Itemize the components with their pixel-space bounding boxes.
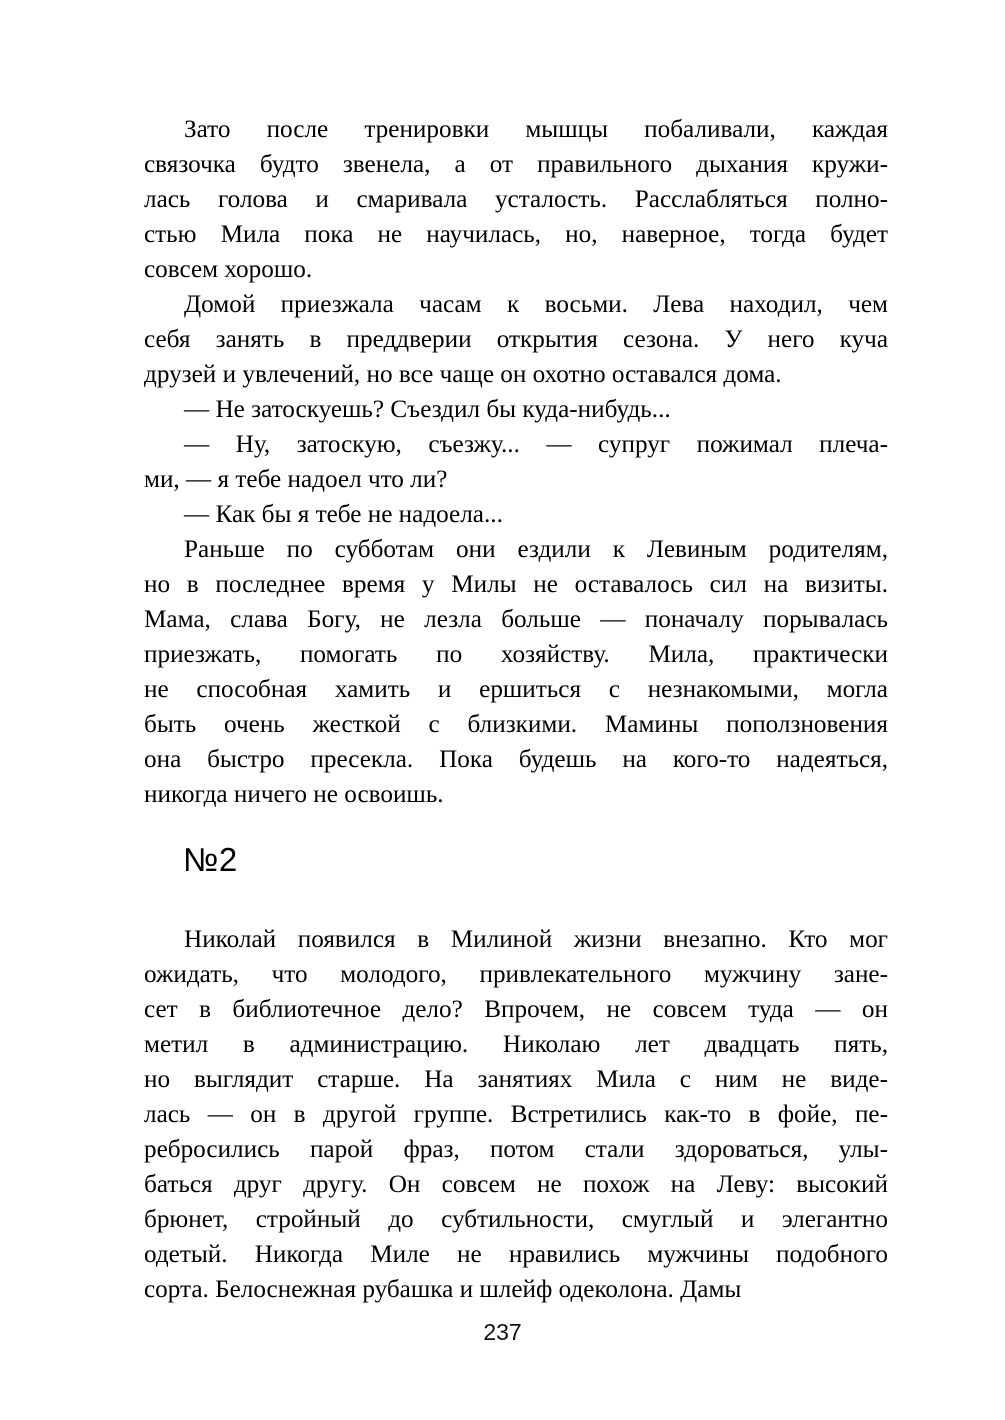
paragraph [144,532,888,812]
text-line: связочка будто звенела, а от правильного дыхания кружи- [144,151,888,178]
text-line: Раньше по субботам они ездили к Левиным родителям, [184,536,888,563]
text-line: ребросились парой фраз, потом стали здороваться, улы- [144,1136,888,1163]
text-line: но выглядит старше. На занятиях Мила с ним не виде- [144,1066,888,1093]
text-line: одетый. Никогда Миле не нравились мужчины подобного [144,1241,888,1268]
text-line: никогда ничего не освоишь. [144,781,444,808]
text-line: Николай появился в Милиной жизни внезапно. Кто мог [184,926,888,953]
text-line: друзей и увлечений, но все чаще он охотно оставался дома. [144,361,782,388]
body-text-upper [144,112,888,812]
paragraph [144,497,888,532]
text-line: ожидать, что молодого, привлекательного мужчину зане- [144,961,888,988]
paragraph [144,922,888,1307]
text-line: сет в библиотечное дело? Впрочем, не совсем туда — он [144,996,888,1023]
text-line: лась — он в другой группе. Встретились как-то в фойе, пе- [144,1101,888,1128]
text-line: Мама, слава Богу, не лезла больше — поначалу порывалась [144,606,888,633]
text-line: стью Мила пока не научилась, но, наверное, тогда будет [144,221,888,248]
text-line: но в последнее время у Милы не оставалось сил на визиты. [144,571,888,598]
text-line: брюнет, стройный до субтильности, смуглый и элегантно [144,1206,888,1233]
text-line: Домой приезжала часам к восьми. Лева находил, чем [184,291,888,318]
paragraph [144,392,888,427]
section-heading: №2 [183,841,238,878]
paragraph [144,427,888,497]
paragraph [144,112,888,287]
text-line: Зато после тренировки мышцы побаливали, каждая [184,116,888,143]
text-line: — Ну, затоскую, съезжу... — супруг пожимал плеча- [184,431,888,458]
text-line: быть очень жесткой с близкими. Мамины поползновения [144,711,888,738]
page-number: 237 [483,1319,522,1345]
text-line: — Не затоскуешь? Съездил бы куда-нибудь... [184,396,671,423]
text-line: баться друг другу. Он совсем не похож на Леву: высокий [144,1171,888,1198]
paragraph [144,287,888,392]
text-line: сорта. Белоснежная рубашка и шлейф одеколона. Дамы [144,1276,742,1303]
text-line: себя занять в преддверии открытия сезона. У него куча [144,326,888,353]
text-line: приезжать, помогать по хозяйству. Мила, практически [144,641,888,668]
text-line: совсем хорошо. [144,256,313,283]
text-line: лась голова и смаривала усталость. Расслабляться полно- [144,186,888,213]
body-text-lower [144,922,888,1307]
text-line: не способная хамить и ершиться с незнакомыми, могла [144,676,888,703]
text-line: она быстро пресекла. Пока будешь на кого-то надеяться, [144,746,888,773]
text-line: метил в администрацию. Николаю лет двадцать пять, [144,1031,888,1058]
text-line: ми, — я тебе надоел что ли? [144,466,448,493]
text-line: — Как бы я тебе не надоела... [184,501,503,528]
